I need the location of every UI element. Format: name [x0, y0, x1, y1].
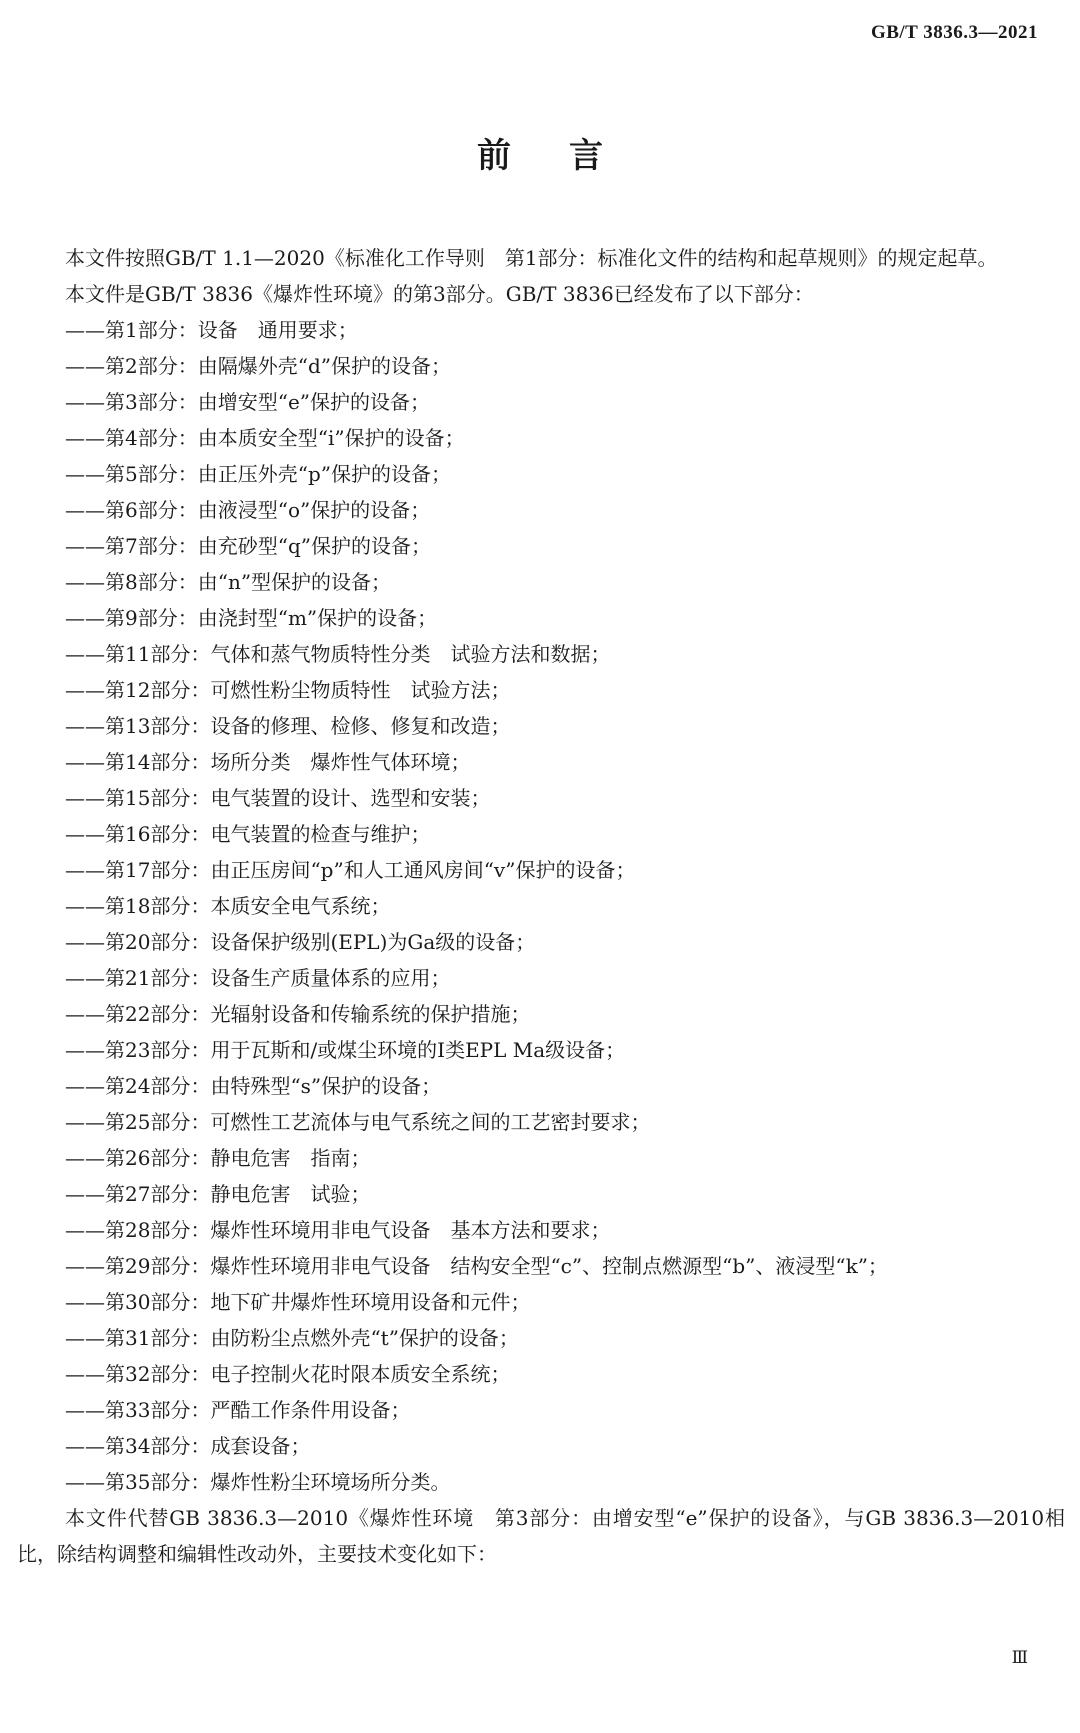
page-title: 前言	[477, 136, 661, 176]
list-item: ——第25部分：可燃性工艺流体与电气系统之间的工艺密封要求；	[65, 1110, 651, 1134]
list-item: ——第28部分：爆炸性环境用非电气设备 基本方法和要求；	[65, 1218, 611, 1242]
intro-paragraph-2: 本文件是GB/T 3836《爆炸性环境》的第3部分。GB/T 3836已经发布了以下部分：	[65, 282, 814, 306]
list-item: ——第3部分：由增安型“e”保护的设备；	[65, 390, 431, 414]
list-item: ——第21部分：设备生产质量体系的应用；	[65, 966, 451, 990]
list-item: ——第18部分：本质安全电气系统；	[65, 894, 391, 918]
list-item: ——第33部分：严酷工作条件用设备；	[65, 1398, 411, 1422]
list-item: ——第12部分：可燃性粉尘物质特性 试验方法；	[65, 678, 511, 702]
closing-paragraph: 本文件代替GB 3836.3—2010《爆炸性环境 第3部分：由增安型“e”保护的设备》，与GB 3836.3—2010相比，除结构调整和编辑性改动外，主要技术变化如下：	[17, 1506, 1065, 1566]
page-number: Ⅲ	[1011, 1648, 1028, 1667]
list-item: ——第11部分：气体和蒸气物质特性分类 试验方法和数据；	[65, 642, 611, 666]
intro-paragraph-1: 本文件按照GB/T 1.1—2020《标准化工作导则 第1部分：标准化文件的结构和起草规则》的规定起草。	[65, 246, 998, 270]
list-item: ——第20部分：设备保护级别(EPL)为Ga级的设备；	[65, 930, 536, 954]
list-item: ——第2部分：由隔爆外壳“d”保护的设备；	[65, 354, 451, 378]
list-item: ——第23部分：用于瓦斯和/或煤尘环境的Ⅰ类EPL Ma级设备；	[65, 1038, 626, 1062]
document-body	[17, 240, 1065, 1572]
list-item: ——第27部分：静电危害 试验；	[65, 1182, 371, 1206]
list-item: ——第17部分：由正压房间“p”和人工通风房间“v”保护的设备；	[65, 858, 636, 882]
list-item: ——第5部分：由正压外壳“p”保护的设备；	[65, 462, 451, 486]
parts-list	[17, 312, 1065, 1500]
list-item: ——第24部分：由特殊型“s”保护的设备；	[65, 1074, 442, 1098]
list-item: ——第32部分：电子控制火花时限本质安全系统；	[65, 1362, 511, 1386]
list-item: ——第13部分：设备的修理、检修、修复和改造；	[65, 714, 511, 738]
list-item: ——第1部分：设备 通用要求；	[65, 318, 358, 342]
list-item: ——第7部分：由充砂型“q”保护的设备；	[65, 534, 431, 558]
list-item: ——第30部分：地下矿井爆炸性环境用设备和元件；	[65, 1290, 531, 1314]
list-item: ——第15部分：电气装置的设计、选型和安装；	[65, 786, 491, 810]
list-item: ——第9部分：由浇封型“m”保护的设备；	[65, 606, 438, 630]
list-item: ——第14部分：场所分类 爆炸性气体环境；	[65, 750, 471, 774]
list-item: ——第8部分：由“n”型保护的设备；	[65, 570, 392, 594]
list-item: ——第35部分：爆炸性粉尘环境场所分类。	[65, 1470, 451, 1494]
list-item: ——第22部分：光辐射设备和传输系统的保护措施；	[65, 1002, 531, 1026]
list-item: ——第26部分：静电危害 指南；	[65, 1146, 371, 1170]
list-item: ——第29部分：爆炸性环境用非电气设备 结构安全型“c”、控制点燃源型“b”、液浸型“k”；	[65, 1254, 888, 1278]
list-item: ——第31部分：由防粉尘点燃外壳“t”保护的设备；	[65, 1326, 519, 1350]
list-item: ——第6部分：由液浸型“o”保护的设备；	[65, 498, 431, 522]
list-item: ——第4部分：由本质安全型“i”保护的设备；	[65, 426, 465, 450]
list-item: ——第34部分：成套设备；	[65, 1434, 311, 1458]
list-item: ——第16部分：电气装置的检查与维护；	[65, 822, 431, 846]
document-code: GB/T 3836.3—2021	[870, 22, 1038, 43]
